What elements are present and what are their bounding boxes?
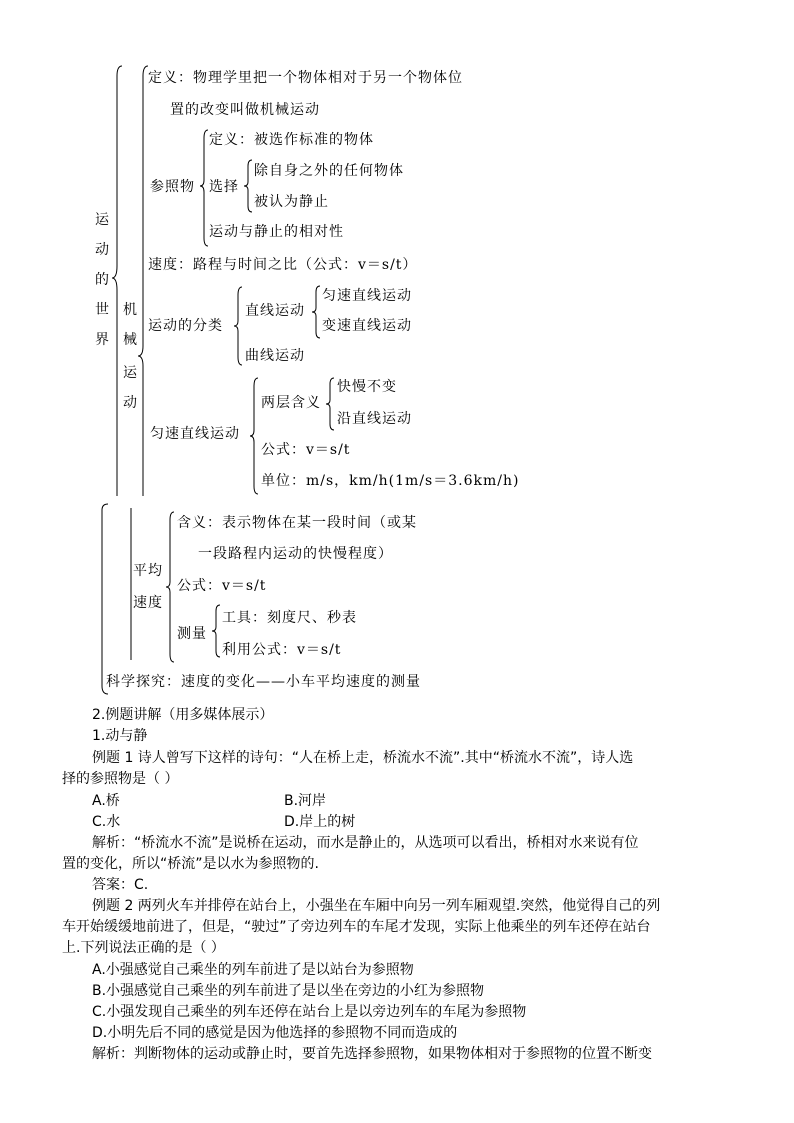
- example1-analysis-line1: 解析：“桥流水不流”是说桥在运动，而水是静止的，从选项可以看出，桥相对水来说有位: [92, 835, 639, 851]
- reference-object-label: 参照物: [150, 179, 195, 195]
- uniform-formula: 公式：v＝s/t: [261, 442, 351, 458]
- curved-motion: 曲线运动: [245, 348, 305, 364]
- example2-option-b: B.小强感觉自己乘坐的列车前进了是以坐在旁边的小红为参照物: [92, 983, 485, 999]
- average-speed-label-1: 平均: [133, 563, 163, 579]
- root-char: 运: [95, 212, 109, 228]
- uniform-straight: 匀速直线运动: [322, 288, 412, 304]
- example1-answer: 答案：C.: [92, 877, 149, 893]
- uniform-unit: 单位：m/s，km/h(1m/s＝3.6km/h): [261, 473, 520, 489]
- example2-question-line1: 例题 2 两列火车并排停在站台上，小强坐在车厢中向另一列车厢观望.突然，他觉得自己的列: [92, 898, 661, 914]
- measure-brace: [212, 605, 222, 657]
- example2-option-c: C.小强发现自己乘坐的列车还停在站台上是以旁边列车的车尾为参照物: [92, 1004, 527, 1020]
- average-formula: 公式：v＝s/t: [177, 578, 267, 594]
- meanings-brace: [326, 378, 336, 430]
- section-heading: 2.例题讲解（用多媒体展示）: [92, 707, 274, 723]
- straight-motion-label: 直线运动: [245, 303, 305, 319]
- branch-char: 动: [123, 395, 137, 411]
- reference-select-label: 选择: [209, 179, 239, 195]
- root-brace: [112, 66, 124, 496]
- two-meanings-label: 两层含义: [261, 395, 321, 411]
- average-meaning-1: 含义：表示物体在某一段时间（或某: [177, 515, 417, 531]
- root-char: 界: [95, 332, 109, 348]
- example1-option-a: A.桥: [92, 793, 120, 809]
- example1-question-line2: 择的参照物是（ ）: [62, 771, 179, 787]
- sub-heading: 1.动与静: [92, 728, 148, 744]
- branch-char: 械: [123, 332, 137, 348]
- reference-definition: 定义：被选作标准的物体: [209, 132, 374, 148]
- example1-question-line1: 例题 1 诗人曾写下这样的诗句：“人在桥上走，桥流水不流”.其中“桥流水不流”，诗人选: [92, 750, 634, 766]
- root-char: 世: [95, 302, 109, 318]
- select-option-a: 除自身之外的任何物体: [254, 163, 404, 179]
- branch-char: 运: [123, 365, 137, 381]
- select-option-b: 被认为静止: [254, 194, 329, 210]
- meaning-a: 快慢不变: [337, 379, 397, 395]
- variable-straight: 变速直线运动: [322, 318, 412, 334]
- example1-option-b: B.河岸: [284, 793, 327, 809]
- average-speed-label-2: 速度: [133, 595, 163, 611]
- example2-question-line2: 车开始缓缓地前进了，但是，“驶过”了旁边列车的车尾才发现，实际上他乘坐的列车还停在站台: [62, 919, 651, 935]
- example1-analysis-line2: 置的变化，所以“桥流”是以水为参照物的.: [62, 856, 319, 872]
- example1-option-c: C.水: [92, 814, 121, 830]
- example2-option-d: D.小明先后不同的感觉是因为他选择的参照物不同而造成的: [92, 1025, 458, 1041]
- mechanical-motion-brace: [138, 66, 150, 496]
- average-speed-outer-line: [125, 508, 137, 660]
- measure-tool: 工具：刻度尺、秒表: [222, 610, 357, 626]
- straight-brace: [312, 286, 322, 338]
- measure-label: 测量: [177, 626, 207, 642]
- select-brace: [244, 160, 254, 212]
- relativity: 运动与静止的相对性: [209, 224, 344, 240]
- meaning-b: 沿直线运动: [337, 411, 412, 427]
- example2-option-a: A.小强感觉自己乘坐的列车前进了是以站台为参照物: [92, 962, 414, 978]
- continuation-brace: [98, 504, 110, 694]
- root-char: 动: [95, 242, 109, 258]
- uniform-motion-label: 匀速直线运动: [150, 426, 240, 442]
- science-inquiry: 科学探究：速度的变化——小车平均速度的测量: [106, 674, 421, 690]
- definition-line2: 置的改变叫做机械运动: [170, 102, 320, 118]
- uniform-brace: [250, 378, 260, 494]
- average-speed-brace: [166, 512, 176, 662]
- example1-option-d: D.岸上的树: [284, 814, 356, 830]
- average-meaning-2: 一段路程内运动的快慢程度）: [198, 546, 393, 562]
- definition-line1: 定义：物理学里把一个物体相对于另一个物体位: [148, 70, 463, 86]
- branch-char: 机: [123, 302, 137, 318]
- root-char: 的: [95, 272, 109, 288]
- measure-formula: 利用公式：v＝s/t: [222, 642, 342, 658]
- classification-label: 运动的分类: [148, 318, 223, 334]
- example2-question-line3: 上.下列说法正确的是（ ）: [62, 940, 225, 956]
- speed-definition: 速度：路程与时间之比（公式：v＝s/t）: [148, 257, 418, 273]
- classification-brace: [234, 287, 244, 365]
- example2-analysis-line1: 解析：判断物体的运动或静止时，要首先选择参照物，如果物体相对于参照物的位置不断变: [92, 1046, 652, 1062]
